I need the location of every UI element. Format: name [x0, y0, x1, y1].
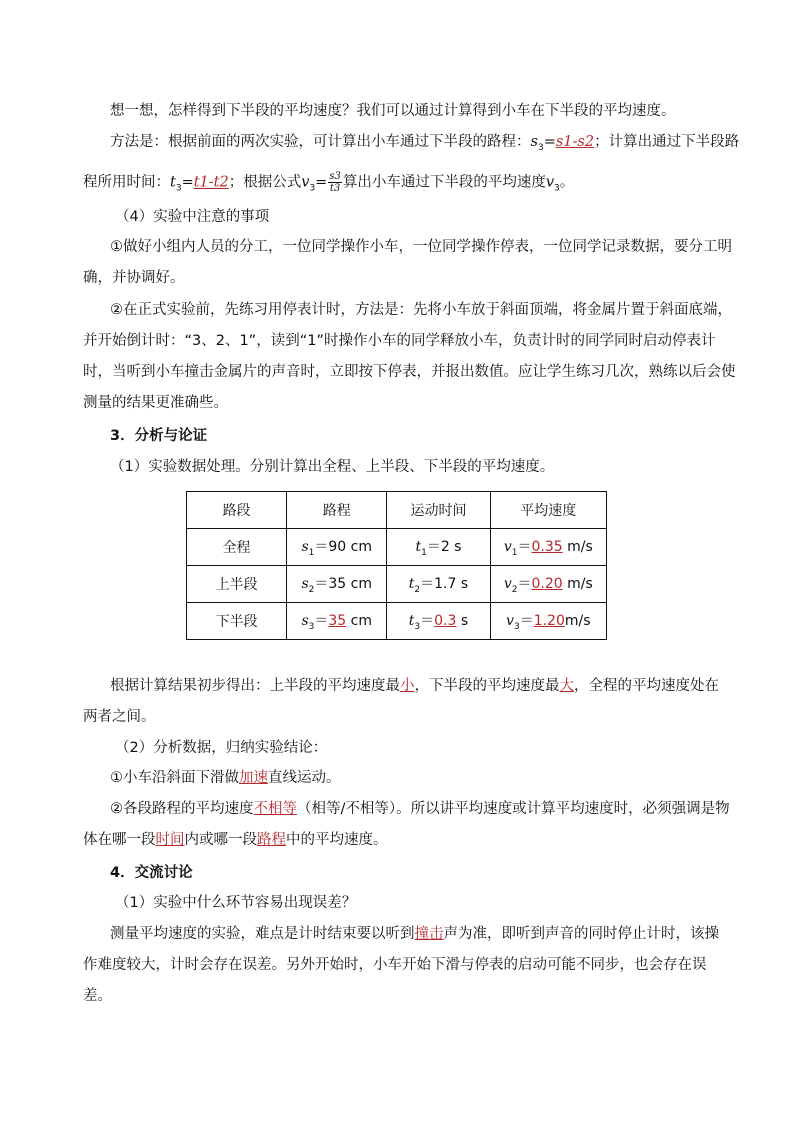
answer-max: 大: [559, 678, 574, 694]
discussion-question: （1）实验中什么环节容易出现误差？: [115, 895, 357, 911]
table-header-cell: 平均速度: [490, 492, 606, 529]
section-4-heading: （4）实验中注意的事项: [115, 209, 270, 225]
table-header-cell: 路段: [187, 492, 287, 529]
method-line-1: 方法是：根据前面的两次实验，可计算出小车通过下半段的路程：$s_3=s1-s2$；计算出通过下半段路: [110, 134, 740, 153]
section-3-heading: 3．分析与论证: [110, 428, 208, 444]
method-line-2: 程所用时间：$t_3=t1-t2$；根据公式$v_3=$ $\frac{s3}{t3}$ 算出小车通过下半段的平均速度$v_3$。: [83, 171, 575, 194]
time-cell: $t_1=2$ s: [387, 529, 490, 566]
speed-formula-fraction: $\frac{s3}{t3}$: [329, 171, 341, 194]
conclusion-line-1: 根据计算结果初步得出：上半段的平均速度最小，下半段的平均速度最大，全程的平均速度处在: [110, 678, 719, 694]
table-row: [187, 529, 607, 566]
answer-t3: t1-t2: [193, 174, 229, 191]
analysis-item-2-cont: 体在哪一段时间内或哪一段路程中的平均速度。: [83, 832, 388, 848]
table-header-cell: 路程: [287, 492, 387, 529]
conclusion-line-2: 两者之间。: [83, 709, 156, 725]
analysis-heading: （2）分析数据，归纳实验结论：: [115, 740, 328, 756]
note-item-1-cont: 确，并协调好。: [83, 270, 185, 286]
time-cell: $t_2=1.7$ s: [387, 566, 490, 603]
speed-cell: $v_1=0.35$ m/s: [490, 529, 606, 566]
results-table: [186, 491, 607, 640]
discussion-answer-2: 作难度较大，计时会存在误差。另外开始时，小车开始下滑与停表的启动可能不同步，也会存在误: [83, 957, 707, 973]
section-4-discussion-heading: 4．交流讨论: [110, 865, 193, 881]
speed-cell: $v_3=1.20m/s$: [490, 603, 606, 640]
distance-cell: $s_3=35$ cm: [287, 603, 387, 640]
answer-not-equal: 不相等: [253, 801, 297, 817]
analysis-item-2: ②各段路程的平均速度不相等（相等/不相等）。所以讲平均速度或计算平均速度时，必须强调是物: [110, 801, 730, 817]
answer-distance: 路程: [257, 832, 286, 848]
distance-cell: $s_1=90$ cm: [287, 529, 387, 566]
distance-cell: $s_2=35$ cm: [287, 566, 387, 603]
data-processing-text: （1）实验数据处理。分别计算出全程、上半段、下半段的平均速度。: [110, 459, 555, 475]
answer-impact: 撞击: [414, 926, 444, 942]
note-item-2-cont-2: 时，当听到小车撞击金属片的声音时，立即按下停表，并报出数值。应让学生练习几次，熟练以后会使: [83, 364, 736, 380]
segment-label: 全程: [187, 529, 287, 566]
table-header-row: [187, 492, 607, 529]
speed-cell: $v_2=0.20$ m/s: [490, 566, 606, 603]
note-item-2-cont-1: 并开始倒计时：“3、2、1”，读到“1”时操作小车的同学释放小车，负责计时的同学同时启动停表计: [83, 333, 716, 349]
segment-label: 下半段: [187, 603, 287, 640]
analysis-item-1: ①小车沿斜面下滑做加速直线运动。: [110, 770, 341, 786]
answer-s3: s1-s2: [555, 134, 595, 150]
note-item-2: ②在正式实验前，先练习用停表计时，方法是：先将小车放于斜面顶端，将金属片置于斜面底端，: [110, 302, 732, 318]
time-cell: $t_3=0.3$ s: [387, 603, 490, 640]
discussion-answer-1: 测量平均速度的实验，难点是计时结束要以听到撞击声为准，即听到声音的同时停止计时，该操: [110, 926, 719, 942]
segment-label: 上半段: [187, 566, 287, 603]
note-item-1: ①做好小组内人员的分工，一位同学操作小车，一位同学操作停表，一位同学记录数据，要分工明: [110, 239, 732, 255]
table-row: [187, 566, 607, 603]
answer-min: 小: [400, 678, 415, 694]
table-header-cell: 运动时间: [387, 492, 490, 529]
note-item-2-cont-3: 测量的结果更准确些。: [83, 395, 228, 411]
discussion-answer-3: 差。: [83, 988, 112, 1004]
answer-time: 时间: [155, 832, 185, 848]
table-row: [187, 603, 607, 640]
answer-accelerate: 加速: [239, 770, 268, 786]
paragraph-think: 想一想，怎样得到下半段的平均速度？我们可以通过计算得到小车在下半段的平均速度。: [110, 103, 676, 119]
